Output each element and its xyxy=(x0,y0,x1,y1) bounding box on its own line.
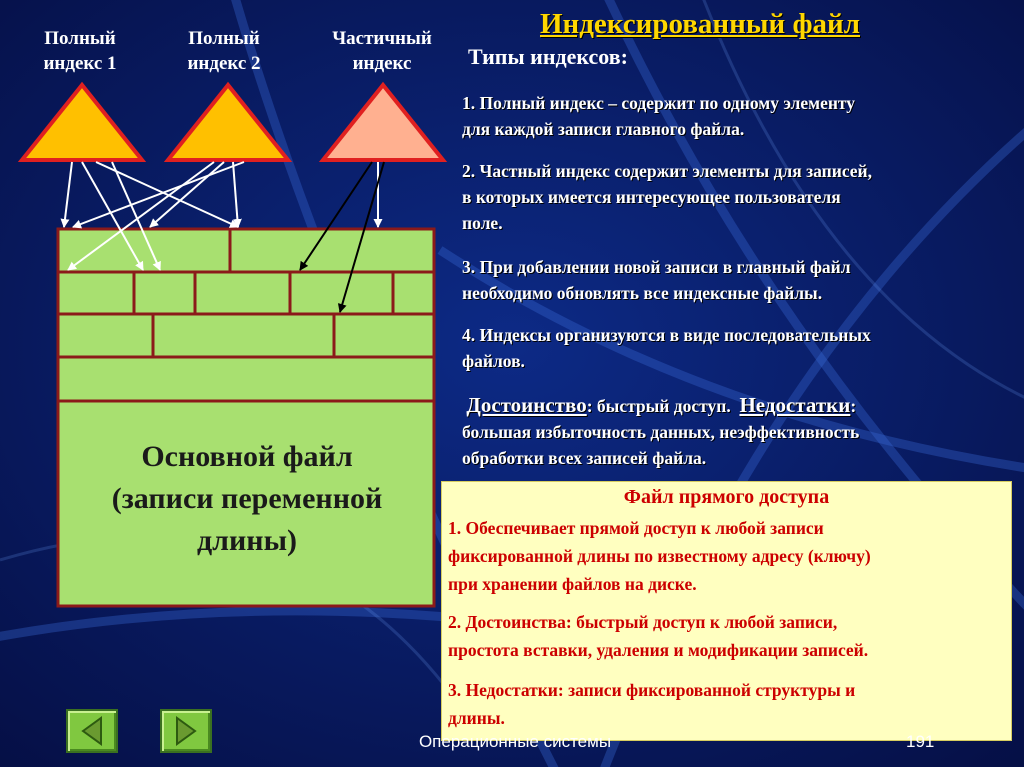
full-index-1-triangle xyxy=(22,85,142,160)
disadvantage-colon: : xyxy=(850,396,857,416)
previous-slide-button[interactable] xyxy=(66,709,118,753)
direct-access-box xyxy=(441,481,1012,741)
label-line: индекс 1 xyxy=(43,53,117,74)
next-slide-button[interactable] xyxy=(160,709,212,753)
disadvantage-word: Недостатки xyxy=(739,393,851,417)
item-line: 1. Полный индекс – содержит по одному элементу xyxy=(462,93,856,113)
caption-line: (записи переменной xyxy=(111,482,383,515)
direct-access-title: Файл прямого доступа xyxy=(623,486,830,508)
item-line: 2. Достоинства: быстрый доступ к любой записи, xyxy=(448,612,838,632)
partial-index-triangle xyxy=(323,85,443,160)
main-file-caption xyxy=(60,436,434,562)
advantages-line xyxy=(462,392,1007,419)
item-line: 2. Частный индекс содержит элементы для записей, xyxy=(462,161,873,181)
direct-access-item-1 xyxy=(448,514,1006,598)
index-type-item-4 xyxy=(462,322,1007,374)
item-line: 3. При добавлении новой записи в главный файл xyxy=(462,257,851,277)
item-line: файлов. xyxy=(462,351,525,371)
page-number: 191 xyxy=(906,732,935,751)
disadvantage-line: большая избыточность данных, неэффективность xyxy=(462,422,860,442)
item-line: длины. xyxy=(448,708,505,728)
label-line: Частичный xyxy=(332,28,432,49)
footer-course-title: Операционные системы xyxy=(418,732,612,751)
item-line: необходимо обновлять все индексные файлы. xyxy=(462,283,823,303)
direct-access-item-2 xyxy=(448,608,1006,664)
caption-line: длины) xyxy=(197,524,297,557)
label-line: Полный xyxy=(44,28,116,49)
item-line: в которых имеется интересующее пользователя xyxy=(462,187,841,207)
triangle-left-icon xyxy=(68,711,116,751)
direct-access-item-3 xyxy=(448,676,1006,732)
label-line: Полный xyxy=(188,28,260,49)
slide-title: Индексированный файл xyxy=(539,8,860,40)
advantages-block xyxy=(462,392,1007,471)
triangle-right-icon xyxy=(162,711,210,751)
item-line: фиксированной длины по известному адресу (ключу) xyxy=(448,546,871,566)
item-line: для каждой записи главного файла. xyxy=(462,119,745,139)
item-line: 1. Обеспечивает прямой доступ к любой записи xyxy=(448,518,824,538)
index-type-item-2 xyxy=(462,158,1007,236)
item-line: поле. xyxy=(462,213,503,233)
full-index-2-triangle xyxy=(168,85,288,160)
item-line: 4. Индексы организуются в виде последовательных xyxy=(462,325,871,345)
label-line: индекс 2 xyxy=(187,53,261,74)
label-line: индекс xyxy=(352,53,412,74)
disadvantage-line: обработки всех записей файла. xyxy=(462,448,707,468)
item-line: при хранении файлов на диске. xyxy=(448,574,697,594)
index-type-item-3 xyxy=(462,254,1007,306)
item-line: 3. Недостатки: записи фиксированной структуры и xyxy=(448,680,856,700)
item-line: простота вставки, удаления и модификации записей. xyxy=(448,640,869,660)
caption-line: Основной файл xyxy=(141,440,353,473)
advantage-word: Достоинство xyxy=(466,393,587,417)
index-types-heading: Типы индексов: xyxy=(468,44,628,69)
advantage-text: : быстрый доступ. xyxy=(586,396,731,416)
index-type-item-1 xyxy=(462,90,1007,142)
